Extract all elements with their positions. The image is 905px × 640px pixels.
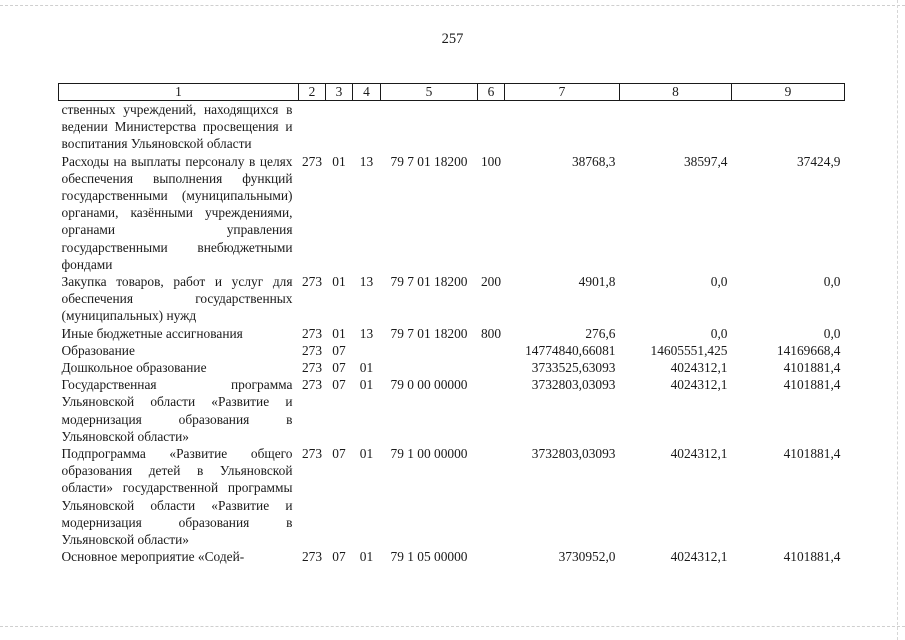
table-row bbox=[59, 376, 845, 445]
row-name: Подпрограмма «Развитие общего образования детей в Ульяновской области» государственной программы Ульяновской области «Развитие и модернизация образования в Ульяновской области» bbox=[61, 446, 293, 548]
admin-code: 273 bbox=[301, 153, 323, 169]
admin-code: 273 bbox=[301, 549, 323, 565]
expense-type-code bbox=[478, 445, 505, 548]
column-number-row bbox=[59, 84, 845, 101]
expense-type-code: 100 bbox=[480, 153, 502, 169]
expense-type-code bbox=[478, 101, 505, 153]
admin-code: 273 bbox=[301, 274, 323, 290]
table-row bbox=[59, 325, 845, 342]
section-code: 01 bbox=[332, 153, 346, 169]
amount-col-9 bbox=[732, 101, 845, 153]
subsection-code bbox=[353, 342, 381, 359]
section-code bbox=[326, 101, 353, 153]
table-row bbox=[59, 273, 845, 325]
scan-edge-bottom bbox=[0, 626, 905, 627]
subsection-code: 13 bbox=[359, 274, 374, 290]
table-row bbox=[59, 342, 845, 359]
column-number: 3 bbox=[326, 84, 353, 101]
subsection-code: 01 bbox=[359, 377, 374, 393]
amount-col-7: 3732803,03093 bbox=[531, 446, 616, 462]
column-number: 9 bbox=[732, 84, 845, 101]
target-article-code: 79 1 05 00000 bbox=[390, 549, 468, 565]
scan-edge-right bbox=[897, 0, 898, 640]
row-name: Основное мероприятие «Содей- bbox=[61, 549, 245, 565]
amount-col-7 bbox=[505, 101, 620, 153]
expense-type-code: 800 bbox=[480, 325, 502, 341]
section-code: 07 bbox=[332, 377, 346, 393]
amount-col-8: 14605551,425 bbox=[650, 342, 728, 358]
subsection-code: 13 bbox=[359, 153, 374, 169]
column-number: 2 bbox=[299, 84, 326, 101]
section-code: 01 bbox=[332, 325, 346, 341]
row-name: Расходы на выплаты персоналу в целях обеспечения выполнения функций государственными (муниципальными) органами, казёнными учреждениями, органами управления государственными внебюджетными фондами bbox=[61, 153, 293, 272]
amount-col-8: 38597,4 bbox=[683, 153, 728, 169]
expense-type-code bbox=[478, 359, 505, 376]
amount-col-9: 4101881,4 bbox=[783, 549, 841, 565]
expense-type-code: 200 bbox=[480, 274, 502, 290]
row-name: Государственная программа Ульяновской области «Развитие и модернизация образования в Ульяновской области» bbox=[61, 377, 293, 444]
amount-col-8: 4024312,1 bbox=[670, 360, 728, 376]
amount-col-8: 0,0 bbox=[710, 274, 728, 290]
amount-col-7: 3732803,03093 bbox=[531, 377, 616, 393]
amount-col-8: 4024312,1 bbox=[670, 549, 728, 565]
amount-col-9: 0,0 bbox=[823, 274, 841, 290]
amount-col-9: 0,0 bbox=[823, 325, 841, 341]
page-number: 257 bbox=[441, 31, 464, 47]
table-row bbox=[59, 359, 845, 376]
amount-col-7: 3730952,0 bbox=[558, 549, 616, 565]
target-article-code bbox=[381, 342, 478, 359]
column-number: 7 bbox=[505, 84, 620, 101]
section-code: 07 bbox=[332, 360, 346, 376]
column-number: 1 bbox=[59, 84, 299, 101]
target-article-code: 79 1 00 00000 bbox=[390, 446, 468, 462]
amount-col-7: 276,6 bbox=[585, 325, 616, 341]
table-row bbox=[59, 153, 845, 273]
subsection-code: 01 bbox=[359, 549, 374, 565]
column-number: 4 bbox=[353, 84, 381, 101]
row-name: ственных учреждений, находящихся в ведении Министерства просвещения и воспитания Ульяновской области bbox=[61, 102, 293, 152]
section-code: 07 bbox=[332, 549, 346, 565]
row-name: Закупка товаров, работ и услуг для обеспечения государственных (муниципальных) нужд bbox=[61, 274, 293, 324]
target-article-code: 79 7 01 18200 bbox=[390, 325, 468, 341]
admin-code bbox=[299, 101, 326, 153]
row-name: Иные бюджетные ассигнования bbox=[61, 325, 243, 341]
admin-code: 273 bbox=[301, 342, 323, 358]
row-name: Дошкольное образование bbox=[61, 360, 207, 376]
subsection-code bbox=[353, 101, 381, 153]
scan-edge-top bbox=[0, 5, 905, 6]
target-article-code bbox=[381, 101, 478, 153]
target-article-code bbox=[381, 359, 478, 376]
row-name: Образование bbox=[61, 342, 135, 358]
amount-col-8: 4024312,1 bbox=[670, 446, 728, 462]
table-row bbox=[59, 101, 845, 153]
column-number: 8 bbox=[620, 84, 732, 101]
budget-table bbox=[58, 83, 845, 565]
admin-code: 273 bbox=[301, 446, 323, 462]
table-row bbox=[59, 445, 845, 548]
subsection-code: 01 bbox=[359, 360, 374, 376]
amount-col-7: 3733525,63093 bbox=[531, 360, 616, 376]
admin-code: 273 bbox=[301, 325, 323, 341]
amount-col-9: 37424,9 bbox=[796, 153, 841, 169]
amount-col-8: 0,0 bbox=[710, 325, 728, 341]
table-row bbox=[59, 548, 845, 565]
admin-code: 273 bbox=[301, 360, 323, 376]
amount-col-9: 14169668,4 bbox=[776, 342, 841, 358]
amount-col-9: 4101881,4 bbox=[783, 377, 841, 393]
expense-type-code bbox=[478, 342, 505, 359]
target-article-code: 79 7 01 18200 bbox=[390, 274, 468, 290]
target-article-code: 79 7 01 18200 bbox=[390, 153, 468, 169]
target-article-code: 79 0 00 00000 bbox=[390, 377, 468, 393]
amount-col-9: 4101881,4 bbox=[783, 360, 841, 376]
amount-col-8: 4024312,1 bbox=[670, 377, 728, 393]
admin-code: 273 bbox=[301, 377, 323, 393]
column-number: 6 bbox=[478, 84, 505, 101]
amount-col-7: 38768,3 bbox=[571, 153, 616, 169]
amount-col-7: 14774840,66081 bbox=[525, 342, 616, 358]
section-code: 07 bbox=[332, 446, 346, 462]
section-code: 07 bbox=[332, 342, 346, 358]
amount-col-8 bbox=[620, 101, 732, 153]
amount-col-7: 4901,8 bbox=[578, 274, 616, 290]
subsection-code: 13 bbox=[359, 325, 374, 341]
section-code: 01 bbox=[332, 274, 346, 290]
expense-type-code bbox=[478, 376, 505, 445]
expense-type-code bbox=[478, 548, 505, 565]
amount-col-9: 4101881,4 bbox=[783, 446, 841, 462]
column-number: 5 bbox=[381, 84, 478, 101]
subsection-code: 01 bbox=[359, 446, 374, 462]
